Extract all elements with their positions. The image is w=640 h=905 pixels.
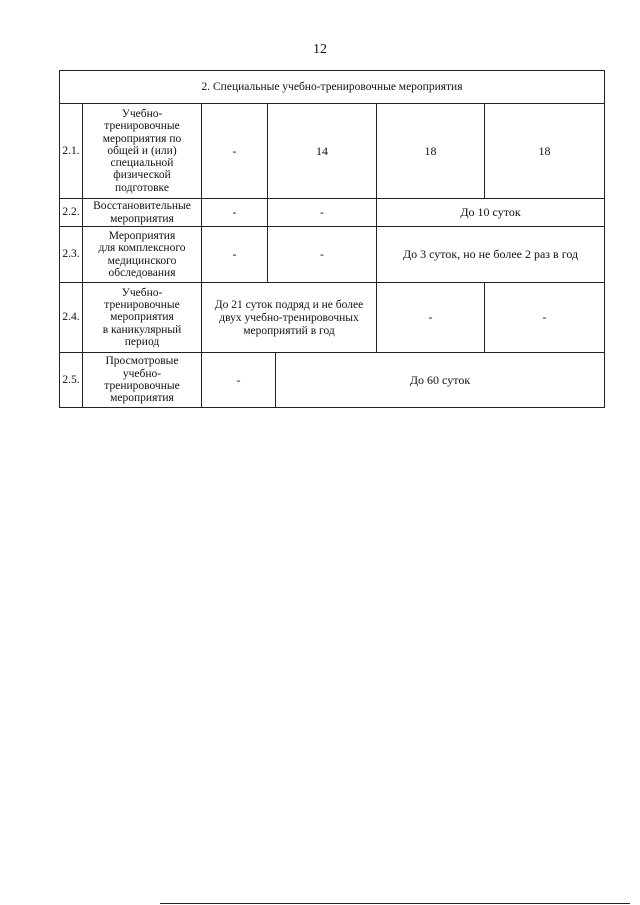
row-number: 2.4. — [60, 283, 83, 353]
row-name-line: Мероприятия — [108, 229, 176, 242]
row-name-line: учебно- — [122, 367, 162, 380]
row-number: 2.1. — [60, 104, 83, 199]
cell-line: До 21 суток подряд и не более — [214, 299, 364, 311]
cell-line: двух учебно-тренировочных — [219, 312, 359, 324]
scan-edge-line — [160, 903, 630, 904]
cell-value: - — [202, 227, 268, 283]
events-table — [59, 70, 605, 408]
section-title: 2. Специальные учебно-тренировочные мероприятия — [60, 71, 605, 104]
row-name — [83, 283, 202, 353]
cell-value: 14 — [268, 104, 377, 199]
table-row — [60, 227, 605, 283]
cell-line: мероприятий в год — [243, 325, 335, 337]
cell-value: - — [377, 283, 485, 353]
row-name-line: мероприятия — [110, 212, 174, 225]
row-name-line: подготовке — [115, 181, 169, 194]
row-name-line: Просмотровые — [105, 355, 179, 368]
row-name-line: общей и (или) — [107, 144, 177, 157]
cell-split-inner — [202, 353, 604, 407]
cell-value-merged — [202, 283, 377, 353]
row-name-line: физической — [113, 169, 171, 182]
cell-value: - — [485, 283, 605, 353]
cell-value: - — [202, 104, 268, 199]
row-name-line: Учебно- — [121, 286, 163, 299]
cell-value: 18 — [485, 104, 605, 199]
row-name-line: мероприятия — [110, 311, 174, 324]
row-name — [83, 104, 202, 199]
table-row — [60, 104, 605, 199]
cell-value-merged: До 60 суток — [409, 372, 471, 387]
row-name — [83, 227, 202, 283]
row-name — [83, 199, 202, 227]
cell-value: - — [268, 227, 377, 283]
table-row — [60, 353, 605, 408]
cell-value: - — [202, 353, 276, 407]
row-name-line: мероприятия — [110, 392, 174, 405]
row-number: 2.2. — [60, 199, 83, 227]
table-row — [60, 199, 605, 227]
row-number: 2.5. — [60, 353, 83, 408]
row-name-line: в каникулярный — [102, 323, 182, 336]
table-row — [60, 283, 605, 353]
row-name-line: период — [124, 335, 160, 348]
row-name-line: тренировочные — [104, 380, 180, 392]
row-name — [83, 353, 202, 408]
section-header-row — [60, 71, 605, 104]
page-number: 12 — [313, 42, 327, 57]
row-name-line: обследования — [108, 266, 176, 279]
row-name-line: медицинского — [107, 254, 177, 267]
cell-value-merged: До 3 суток, но не более 2 раз в год — [377, 227, 605, 283]
cell-value: - — [202, 199, 268, 227]
cell-value-merged: До 10 суток — [377, 199, 605, 227]
cell-value: 18 — [377, 104, 485, 199]
row-number: 2.3. — [60, 227, 83, 283]
cell-split — [202, 353, 605, 408]
row-name-line: Восстановительные — [93, 200, 191, 213]
row-name-line: мероприятия по — [102, 132, 182, 145]
row-name-line: тренировочные — [104, 299, 180, 312]
cell-value: - — [268, 199, 377, 227]
row-name-line: тренировочные — [104, 120, 180, 133]
row-name-line: для комплексного — [98, 242, 186, 255]
row-name-line: специальной — [110, 157, 174, 170]
row-name-line: Учебно- — [121, 107, 163, 120]
